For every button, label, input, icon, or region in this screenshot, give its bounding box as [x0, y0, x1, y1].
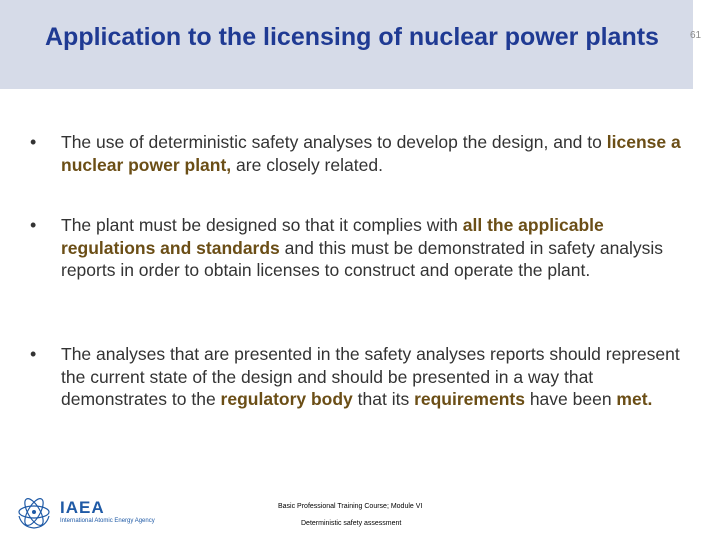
- bullet-marker: •: [30, 132, 37, 152]
- logo-text: IAEA: [60, 498, 105, 517]
- bullet-text: [61, 131, 686, 176]
- iaea-logo: [16, 494, 176, 530]
- bullet-text: [61, 214, 686, 282]
- footer-course: Basic Professional Training Course; Module VI: [278, 503, 423, 510]
- bullet-text-run: and this must be demonstrated in safety analysis reports in order to obtain licenses to construct and operate the plant.: [61, 237, 664, 280]
- bullet-text-run: The analyses that are presented in the safety analyses reports should represent the current state of the design and should be presented in a way that demonstrates to the: [61, 344, 680, 409]
- bullet-marker: •: [30, 344, 37, 364]
- slide-title: Application to the licensing of nuclear power plants: [45, 23, 659, 51]
- bullet-text-run: have been: [524, 389, 617, 409]
- bullet-marker: •: [30, 215, 37, 235]
- highlight-text: all the applicable regulations and standards: [61, 215, 604, 258]
- bullet-text: [61, 343, 686, 411]
- bullet-text-run: The plant must be designed so that it complies with: [61, 215, 463, 235]
- highlight-text: regulatory body: [220, 389, 353, 409]
- highlight-text: met.: [616, 389, 653, 409]
- bullet-text-run: are closely related.: [231, 154, 383, 175]
- bullet-text-run: The use of deterministic safety analyses to develop the design, and to: [61, 132, 607, 152]
- atom-icon: [16, 494, 52, 530]
- footer-module: Deterministic safety assessment: [301, 520, 402, 527]
- highlight-text: requirements: [414, 389, 525, 409]
- page-number: 61: [690, 30, 702, 41]
- logo-subtext: International Atomic Energy Agency: [60, 518, 155, 524]
- highlight-text: license a nuclear power plant,: [61, 132, 681, 175]
- bullet-text-run: that its: [352, 389, 415, 409]
